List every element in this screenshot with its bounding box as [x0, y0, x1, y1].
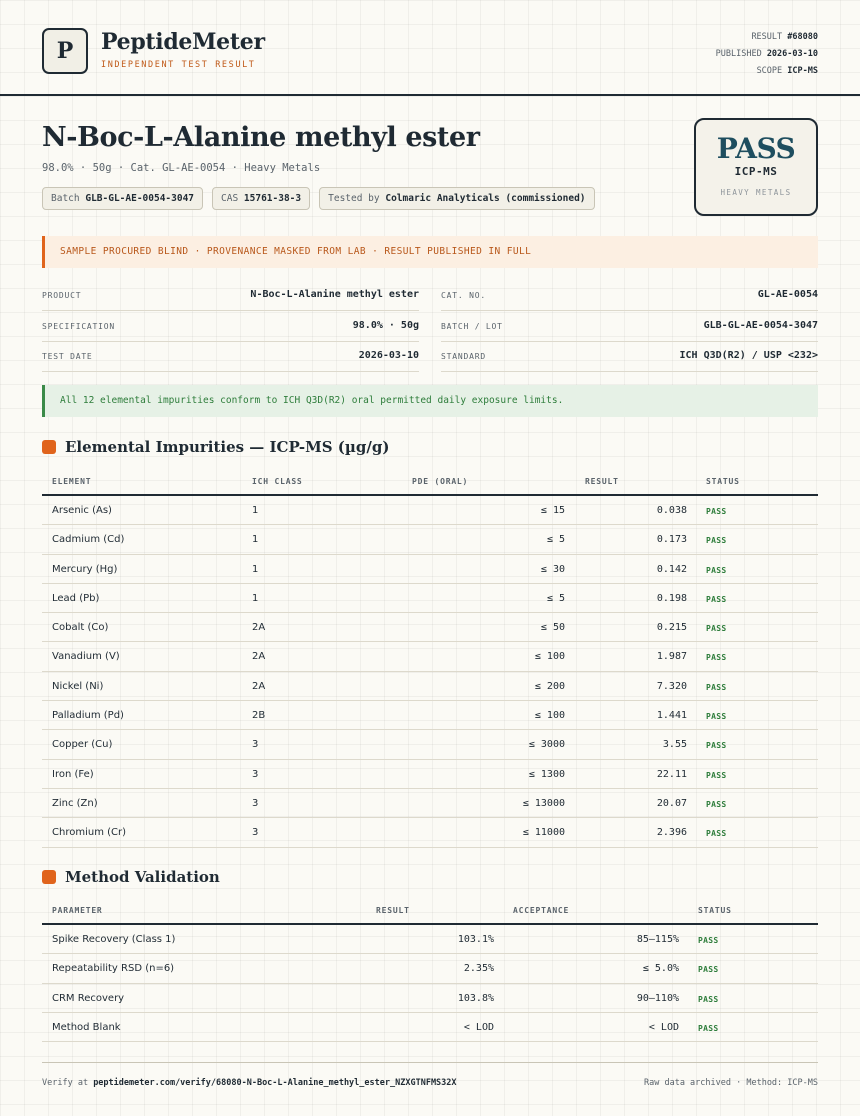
table-row — [42, 642, 818, 671]
verdict-category: HEAVY METALS — [720, 188, 792, 197]
section-marker-icon — [42, 870, 56, 884]
table-row — [42, 613, 818, 642]
acceptance-cell: 90–110% — [636, 992, 679, 1004]
status-badge: PASS — [706, 653, 727, 663]
impurities-header-row: ELEMENT ICH CLASS PDE (ORAL) RESULT STATUS — [42, 466, 818, 496]
result-cell: 103.1% — [457, 934, 494, 945]
table-row — [42, 555, 818, 584]
result-cell: 0.038 — [656, 505, 687, 516]
table-row — [42, 701, 818, 730]
status-badge: PASS — [706, 770, 727, 780]
impurities-heading: Elemental Impurities — ICP-MS (µg/g) — [42, 438, 389, 456]
meta-result: RESULT #68080 — [751, 32, 818, 42]
status-badge: PASS — [698, 936, 719, 945]
info-test-date: TEST DATE 2026-03-10 — [42, 342, 419, 372]
element-cell: Cadmium (Cd) — [52, 534, 125, 546]
acceptance-cell: ≤ 5.0% — [642, 963, 679, 975]
ich-class-cell: 2A — [252, 651, 266, 663]
verify-line: Verify at peptidemeter.com/verify/68080-N-Boc-L-Alanine_methyl_ester_NZXGTNFMS32X — [42, 1078, 457, 1088]
status-badge: PASS — [706, 624, 727, 634]
pde-cell: ≤ 11000 — [522, 827, 565, 839]
result-cell: 7.320 — [656, 680, 687, 692]
impurities-body — [42, 496, 818, 848]
pde-cell: ≤ 200 — [534, 680, 565, 692]
blind-procurement-notice: SAMPLE PROCURED BLIND · PROVENANCE MASKED FROM LAB · RESULT PUBLISHED IN FULL — [42, 236, 818, 268]
table-row — [42, 818, 818, 847]
verdict-method: ICP-MS — [734, 165, 778, 178]
conformance-banner: All 12 elemental impurities conform to ICH Q3D(R2) oral permitted daily exposure limits. — [42, 385, 818, 417]
ich-class-cell: 3 — [252, 827, 259, 839]
parameter-cell: CRM Recovery — [52, 992, 125, 1004]
ich-class-cell: 2A — [252, 622, 266, 634]
status-badge: PASS — [706, 829, 727, 839]
validation-heading: Method Validation — [42, 868, 220, 886]
product-subtitle: 98.0% · 50g · Cat. GL-AE-0054 · Heavy Metals — [42, 162, 321, 174]
pde-cell: ≤ 30 — [540, 563, 565, 575]
element-cell: Chromium (Cr) — [52, 827, 127, 839]
ich-class-cell: 1 — [252, 592, 259, 604]
pde-cell: ≤ 100 — [534, 710, 565, 722]
status-badge: PASS — [698, 965, 719, 975]
element-cell: Cobalt (Co) — [52, 622, 109, 634]
report-header — [0, 0, 860, 96]
result-cell: 0.198 — [656, 592, 687, 604]
tested-by-chip: Tested by Colmaric Analyticals (commissioned) — [319, 187, 594, 210]
status-badge: PASS — [706, 565, 727, 575]
acceptance-cell: 85–115% — [636, 934, 679, 945]
validation-header-row: PARAMETER RESULT ACCEPTANCE STATUS — [42, 895, 818, 925]
status-badge: PASS — [698, 994, 719, 1004]
pde-cell: ≤ 15 — [540, 505, 565, 516]
table-row — [42, 789, 818, 818]
brand-name: PeptideMeter — [101, 29, 265, 55]
result-cell: < LOD — [463, 1021, 494, 1033]
pde-cell: ≤ 13000 — [522, 797, 565, 809]
table-row — [42, 954, 818, 983]
info-specification: SPECIFICATION 98.0% · 50g — [42, 312, 419, 342]
pde-cell: ≤ 100 — [534, 651, 565, 663]
parameter-cell: Method Blank — [52, 1021, 121, 1033]
result-cell: 1.987 — [656, 651, 687, 663]
brand-tagline: INDEPENDENT TEST RESULT — [101, 60, 256, 70]
status-badge: PASS — [706, 741, 727, 751]
table-row — [42, 760, 818, 789]
ich-class-cell: 1 — [252, 534, 259, 546]
table-row — [42, 525, 818, 554]
verify-link[interactable]: peptidemeter.com/verify/68080-N-Boc-L-Alanine_methyl_ester_NZXGTNFMS32X — [93, 1078, 457, 1088]
status-badge: PASS — [706, 712, 727, 722]
table-row — [42, 496, 818, 525]
parameter-cell: Spike Recovery (Class 1) — [52, 934, 176, 945]
archive-note: Raw data archived · Method: ICP-MS — [644, 1078, 818, 1088]
element-cell: Palladium (Pd) — [52, 710, 124, 722]
info-product: PRODUCT N-Boc-L-Alanine methyl ester — [42, 281, 419, 311]
acceptance-cell: < LOD — [648, 1021, 679, 1033]
status-badge: PASS — [698, 1023, 719, 1033]
status-badge: PASS — [706, 799, 727, 809]
pde-cell: ≤ 1300 — [528, 768, 565, 780]
ich-class-cell: 1 — [252, 505, 259, 516]
cas-chip: CAS 15761-38-3 — [212, 187, 310, 210]
pde-cell: ≤ 5 — [546, 592, 565, 604]
parameter-cell: Repeatability RSD (n=6) — [52, 963, 175, 975]
logo-letter: P — [56, 38, 74, 64]
info-cat-no: CAT. NO. GL-AE-0054 — [441, 281, 818, 311]
report-meta — [716, 29, 818, 80]
result-cell: 2.396 — [656, 827, 687, 839]
impurities-table — [42, 466, 818, 848]
pde-cell: ≤ 5 — [546, 534, 565, 546]
ich-class-cell: 2B — [252, 710, 266, 722]
result-cell: 103.8% — [457, 992, 494, 1004]
ich-class-cell: 1 — [252, 563, 259, 575]
product-title: N-Boc-L-Alanine methyl ester — [42, 122, 480, 153]
result-cell: 0.215 — [656, 622, 687, 634]
result-cell: 20.07 — [656, 797, 687, 809]
result-cell: 0.173 — [656, 534, 687, 546]
ich-class-cell: 2A — [252, 680, 266, 692]
meta-published: PUBLISHED 2026-03-10 — [715, 49, 818, 59]
element-cell: Mercury (Hg) — [52, 563, 118, 575]
element-cell: Vanadium (V) — [52, 651, 120, 663]
element-cell: Copper (Cu) — [52, 739, 113, 751]
table-row — [42, 1013, 818, 1042]
report-footer — [42, 1062, 818, 1102]
status-badge: PASS — [706, 682, 727, 692]
table-row — [42, 925, 818, 954]
pde-cell: ≤ 50 — [540, 622, 565, 634]
ich-class-cell: 3 — [252, 797, 259, 809]
result-cell: 2.35% — [463, 963, 494, 975]
element-cell: Arsenic (As) — [52, 505, 112, 516]
result-cell: 22.11 — [656, 768, 687, 780]
ich-class-cell: 3 — [252, 739, 259, 751]
meta-scope: SCOPE ICP-MS — [756, 66, 818, 76]
batch-chip: Batch GLB-GL-AE-0054-3047 — [42, 187, 203, 210]
table-row — [42, 730, 818, 759]
result-cell: 1.441 — [656, 710, 687, 722]
status-badge: PASS — [706, 594, 727, 604]
status-badge: PASS — [706, 507, 727, 516]
element-cell: Iron (Fe) — [52, 768, 94, 780]
section-marker-icon — [42, 440, 56, 454]
verdict-text: PASS — [716, 132, 796, 165]
info-standard: STANDARD ICH Q3D(R2) / USP <232> — [441, 342, 818, 372]
element-cell: Zinc (Zn) — [52, 797, 98, 809]
element-cell: Lead (Pb) — [52, 592, 100, 604]
table-row — [42, 584, 818, 613]
result-cell: 0.142 — [656, 563, 687, 575]
element-cell: Nickel (Ni) — [52, 680, 104, 692]
pde-cell: ≤ 3000 — [528, 739, 565, 751]
validation-body — [42, 925, 818, 1042]
brand-logo — [42, 28, 88, 74]
status-badge: PASS — [706, 536, 727, 546]
verdict-stamp — [694, 118, 818, 216]
result-cell: 3.55 — [662, 739, 687, 751]
table-row — [42, 672, 818, 701]
product-chips — [42, 187, 595, 210]
info-batch-lot: BATCH / LOT GLB-GL-AE-0054-3047 — [441, 312, 818, 342]
ich-class-cell: 3 — [252, 768, 259, 780]
validation-table — [42, 895, 818, 1042]
table-row — [42, 984, 818, 1013]
